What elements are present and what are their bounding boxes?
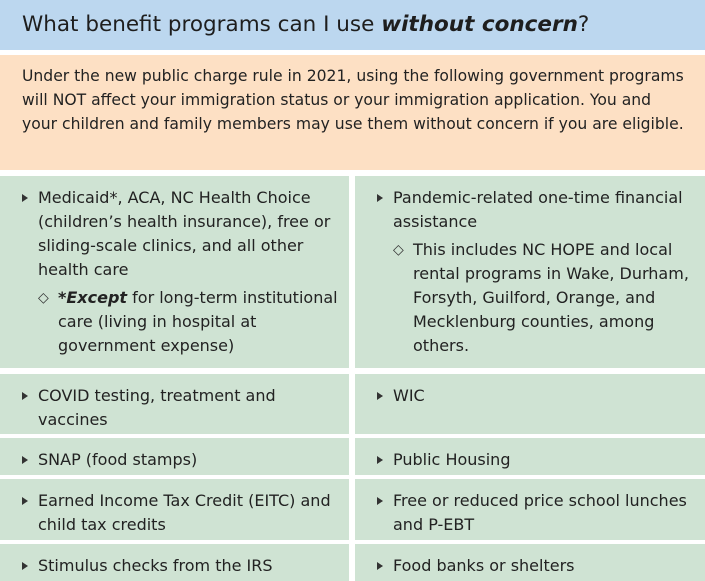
program-cell-wic xyxy=(355,374,705,434)
program-cell-eitc xyxy=(0,479,349,540)
program-cell-stimulus xyxy=(0,544,349,581)
triangle-bullet-icon xyxy=(377,562,383,570)
triangle-bullet-icon xyxy=(377,456,383,464)
triangle-bullet-icon xyxy=(377,497,383,505)
triangle-bullet-icon xyxy=(22,497,28,505)
program-label: Pandemic-related one-time financial assistance xyxy=(393,188,683,231)
triangle-bullet-icon xyxy=(22,194,28,202)
program-cell-snap xyxy=(0,438,349,475)
diamond-bullet-icon: ◇ xyxy=(38,290,49,306)
diamond-bullet-icon: ◇ xyxy=(393,242,404,258)
program-label: COVID testing, treatment and vaccines xyxy=(38,386,276,429)
program-label: Earned Income Tax Credit (EITC) and child tax credits xyxy=(38,491,331,534)
program-label: Medicaid*, ACA, NC Health Choice (children’s health insurance), free or sliding-scale clinics, and all other health care xyxy=(38,188,331,279)
program-label: Food banks or shelters xyxy=(393,556,575,575)
program-cell-lunch xyxy=(355,479,705,540)
triangle-bullet-icon xyxy=(377,194,383,202)
program-label: Free or reduced price school lunches and P-EBT xyxy=(393,491,687,534)
program-cell-pandemic: Pandemic-related one-time financial assistance ◇ This includes NC HOPE and local rental programs in Wake, Durham, Forsyth, Guilford, Orange, and Mecklenburg counties, among others. xyxy=(355,176,705,368)
intro-text: Under the new public charge rule in 2021, using the following government programs will NOT affect your immigration status or your immigration application. You and your children and family members may use them without concern if you are eligible. xyxy=(0,55,705,170)
program-cell-medicaid: Medicaid*, ACA, NC Health Choice (children’s health insurance), free or sliding-scale clinics, and all other health care ◇ *Except for long-term institutional care (living in hospital at government expense) xyxy=(0,176,349,368)
triangle-bullet-icon xyxy=(22,392,28,400)
program-cell-food xyxy=(355,544,705,581)
program-label: WIC xyxy=(393,386,425,405)
program-cell-housing xyxy=(355,438,705,475)
page-title: What benefit programs can I use without concern? xyxy=(0,0,705,50)
triangle-bullet-icon xyxy=(377,392,383,400)
program-cell-covid xyxy=(0,374,349,434)
program-label: SNAP (food stamps) xyxy=(38,450,198,469)
program-label: Public Housing xyxy=(393,450,511,469)
triangle-bullet-icon xyxy=(22,562,28,570)
triangle-bullet-icon xyxy=(22,456,28,464)
program-label: Stimulus checks from the IRS xyxy=(38,556,273,575)
